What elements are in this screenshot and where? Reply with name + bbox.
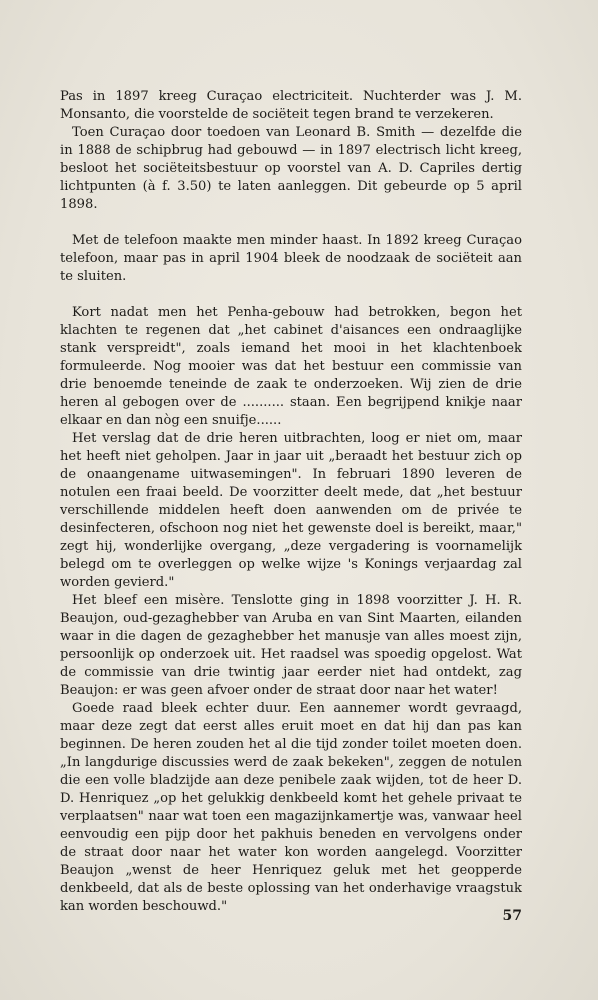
- paragraph: Kort nadat men het Penha-gebouw had betrokken, begon het klachten te regenen dat „het cabinet d'aisances een ondraaglijke stank verspreidt", zoals iemand het mooi in het klachtenboek formuleerde. Nog mooier was dat het bestuur een commissie van drie benoemde teneinde de zaak te onderzoeken. Wij zien de drie heren al gebogen over de .......... staan. Een begrijpend knikje naar elkaar en dan nòg een snuifje......: [60, 305, 522, 428]
- paragraph: Pas in 1897 kreeg Curaçao electriciteit. Nuchterder was J. M. Monsanto, die voorstelde de sociëteit tegen brand te verzekeren.: [60, 89, 522, 122]
- body-text: [60, 88, 522, 916]
- paragraph: Het bleef een misère. Tenslotte ging in 1898 voorzitter J. H. R. Beaujon, oud-gezaghebber van Aruba en van Sint Maarten, eilanden waar in die dagen de gezaghebber het manusje van alles moest zijn, persoonlijk op onderzoek uit. Het raadsel was spoedig opgelost. Wat de commissie van drie twintig jaar eerder niet had ontdekt, zag Beaujon: er was geen afvoer onder de straat door naar het water!: [60, 593, 522, 698]
- paragraph: Toen Curaçao door toedoen van Leonard B. Smith — dezelfde die in 1888 de schipbrug had gebouwd — in 1897 electrisch licht kreeg, besloot het sociëteitsbestuur op voorstel van A. D. Capriles dertig lichtpunten (à f. 3.50) te laten aanleggen. Dit gebeurde op 5 april 1898.: [60, 125, 522, 212]
- paragraph: Het verslag dat de drie heren uitbrachten, loog er niet om, maar het heeft niet geholpen. Jaar in jaar uit „beraadt het bestuur zich op de onaangename uitwasemingen". In februari 1890 leveren de notulen een fraai beeld. De voorzitter deelt mede, dat „het bestuur verschillende middelen heeft doen aanwenden om de privée te desinfecteren, ofschoon nog niet het gewenste doel is bereikt, maar," zegt hij, wonderlijke overgang, „deze vergadering is voornamelijk belegd om te overleggen op welke wijze 's Konings verjaardag zal worden gevierd.": [60, 431, 522, 590]
- page-number: 57: [502, 908, 522, 924]
- paragraph: Met de telefoon maakte men minder haast. In 1892 kreeg Curaçao telefoon, maar pas in april 1904 bleek de noodzaak de sociëteit aan te sluiten.: [60, 233, 522, 284]
- paragraph: Goede raad bleek echter duur. Een aannemer wordt gevraagd, maar deze zegt dat eerst alles eruit moet en dat hij dan pas kan beginnen. De heren zouden het al die tijd zonder toilet moeten doen. „In langdurige discussies werd de zaak bekeken", zeggen de notulen die een volle bladzijde aan deze penibele zaak wijden, tot de heer D. D. Henriquez „op het gelukkig denkbeeld komt het gehele privaat te verplaatsen" naar wat toen een magazijnkamertje was, vanwaar heel eenvoudig een pijp door het pakhuis beneden en vervolgens onder de straat door naar het water kon worden aangelegd. Voorzitter Beaujon „wenst de heer Henriquez geluk met het geopperde denkbeeld, dat als de beste oplossing van het onderhavige vraagstuk kan worden beschouwd.": [60, 701, 522, 914]
